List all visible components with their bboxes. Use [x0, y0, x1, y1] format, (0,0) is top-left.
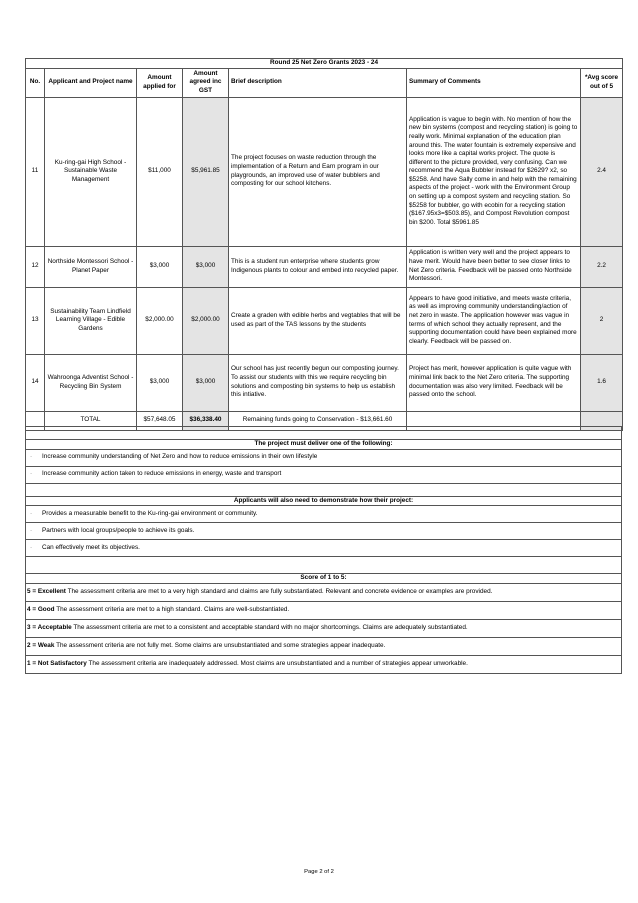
spacer-row: [26, 483, 622, 496]
table-row: [26, 246, 623, 287]
header-brief: Brief description: [229, 68, 407, 97]
header-summary: Summary of Comments: [407, 68, 581, 97]
header-row: [26, 68, 623, 97]
row-brief: Our school has just recently begun our composting journey. To assist our students with this we require recycling bin solutions and composting bin systems to help us establish this intiative.: [229, 354, 407, 411]
row-summary: Application is written very well and the project appears to have merit. Would have been better to see closer links to Net Zero criteria. Feedback will be passed onto Northside Montessori.: [407, 246, 581, 287]
demonstrate-item-1: Provides a measurable benefit to the Ku-ring-gai environment or community.: [42, 509, 258, 517]
score-item-2: 2 = Weak The assessment criteria are not fully met. Some claims are unsubstantiated and some strategies appear inadequate.: [26, 637, 622, 655]
list-item: · Increase community understanding of Net Zero and how to reduce emissions in their own lifestyle: [26, 449, 622, 466]
score-item-3: 3 = Acceptable The assessment criteria are met to a consistent and acceptable standard with no major shortcomings. Claims are adequately substantiated.: [26, 619, 622, 637]
header-amount-agreed: Amount agreed inc GST: [183, 68, 229, 97]
row-amount-agreed: $3,000: [183, 246, 229, 287]
row-no: 13: [26, 287, 45, 354]
demonstrate-title: Applicants will also need to demonstrate how their project:: [26, 496, 622, 506]
row-amount-applied: $11,000: [137, 97, 183, 246]
grants-table: [25, 58, 623, 431]
total-amount-applied: $57,648.05: [137, 411, 183, 430]
row-summary: Project has merit, however application is quite vague with minimal link back to the Net Zero criteria. The supporting documentation was also very limited. Feedback will be passed onto the school.: [407, 354, 581, 411]
score-item-1: 1 = Not Satisfactory The assessment criteria are inadequately addressed. Most claims are unsubstantiated and a number of strategies appear unworkable.: [26, 655, 622, 673]
deliver-item-1: Increase community understanding of Net Zero and how to reduce emissions in their own lifestyle: [42, 453, 318, 461]
list-item: · Increase community action taken to reduce emissions in energy, waste and transport: [26, 466, 622, 483]
row-no: 12: [26, 246, 45, 287]
row-score: 2: [581, 287, 623, 354]
row-applicant: Sustainability Team Lindfield Learning Village - Edible Gardens: [45, 287, 137, 354]
spacer-row: [26, 427, 622, 440]
demonstrate-item-3: Can effectively meet its objectives.: [42, 543, 140, 551]
row-score: 2.2: [581, 246, 623, 287]
row-brief: This is a student run enterprise where students grow Indigenous plants to colour and embed into recycled paper.: [229, 246, 407, 287]
table-row: [26, 97, 623, 246]
row-amount-agreed: $2,000.00: [183, 287, 229, 354]
row-amount-agreed: $3,000: [183, 354, 229, 411]
header-amount-applied: Amount applied for: [137, 68, 183, 97]
list-item: · Can effectively meet its objectives.: [26, 540, 622, 557]
row-amount-applied: $3,000: [137, 246, 183, 287]
row-no: 14: [26, 354, 45, 411]
list-item: · Provides a measurable benefit to the Ku-ring-gai environment or community.: [26, 506, 622, 523]
row-no: 11: [26, 97, 45, 246]
list-item: · Partners with local groups/people to achieve its goals.: [26, 523, 622, 540]
table-title: Round 25 Net Zero Grants 2023 - 24: [26, 59, 623, 69]
row-score: 1.6: [581, 354, 623, 411]
total-label: TOTAL: [45, 411, 137, 430]
scores-title: Score of 1 to 5:: [26, 574, 622, 584]
score-item-5: 5 = Excellent The assessment criteria are met to a very high standard and claims are fully substantiated. Relevant and concrete evidence or examples are provided.: [26, 583, 622, 601]
header-applicant: Applicant and Project name: [45, 68, 137, 97]
header-no: No.: [26, 68, 45, 97]
table-row: [26, 354, 623, 411]
score-item-4: 4 = Good The assessment criteria are met to a high standard. Claims are well-substantiated.: [26, 601, 622, 619]
demonstrate-item-2: Partners with local groups/people to achieve its goals.: [42, 526, 195, 534]
row-summary: Application is vague to begin with. No mention of how the new bin systems (compost and recycling station) is going to really work. Minimal explanation of the education plan around this. The water fountain is extremely expensive and looks more like a capital works project. The quote is different to the picture provided, very confusing. Can we recommend the Aqua Bubbler instead for $2629? x2, so $5258. And have Sally come in and help with the remaining aspects of the project - work with the Environment Group on setting up a compost system and recycling station. So $5258 for bubbler, go with ecobin for a recycling station ($167.95x3=$503.85), and Compost Revolution compost bin $200. Total $5961.85: [407, 97, 581, 246]
row-applicant: Wahroonga Adventist School - Recycling Bin System: [45, 354, 137, 411]
row-score: 2.4: [581, 97, 623, 246]
spacer-row: [26, 557, 622, 574]
row-brief: The project focuses on waste reduction through the implementation of a Return and Earn program in our playgrounds, an improved use of water bubblers and composting for our school kitchens.: [229, 97, 407, 246]
page-number: Page 2 of 2: [304, 869, 334, 875]
row-amount-agreed: $5,961.85: [183, 97, 229, 246]
row-applicant: Northside Montessori School - Planet Paper: [45, 246, 137, 287]
table-row: [26, 287, 623, 354]
deliver-item-2: Increase community action taken to reduce emissions in energy, waste and transport: [42, 470, 282, 478]
deliver-title: The project must deliver one of the following:: [26, 440, 622, 450]
row-summary: Appears to have good initiative, and meets waste criteria, as well as improving community understanding/action of net zero in waste. The application however was vague in terms of which school they actually represent, and the supporting documentation could have been explained more clearly. Feedback will be passed on.: [407, 287, 581, 354]
total-note: Remaining funds going to Conservation - $13,661.60: [229, 411, 407, 430]
row-applicant: Ku-ring-gai High School - Sustainable Waste Management: [45, 97, 137, 246]
header-score: *Avg score out of 5: [581, 68, 623, 97]
total-amount-agreed: $36,338.40: [183, 411, 229, 430]
row-brief: Create a graden with edible herbs and vegtables that will be used as part of the TAS lessons by the students: [229, 287, 407, 354]
row-amount-applied: $2,000.00: [137, 287, 183, 354]
row-amount-applied: $3,000: [137, 354, 183, 411]
criteria-section: [25, 426, 622, 674]
